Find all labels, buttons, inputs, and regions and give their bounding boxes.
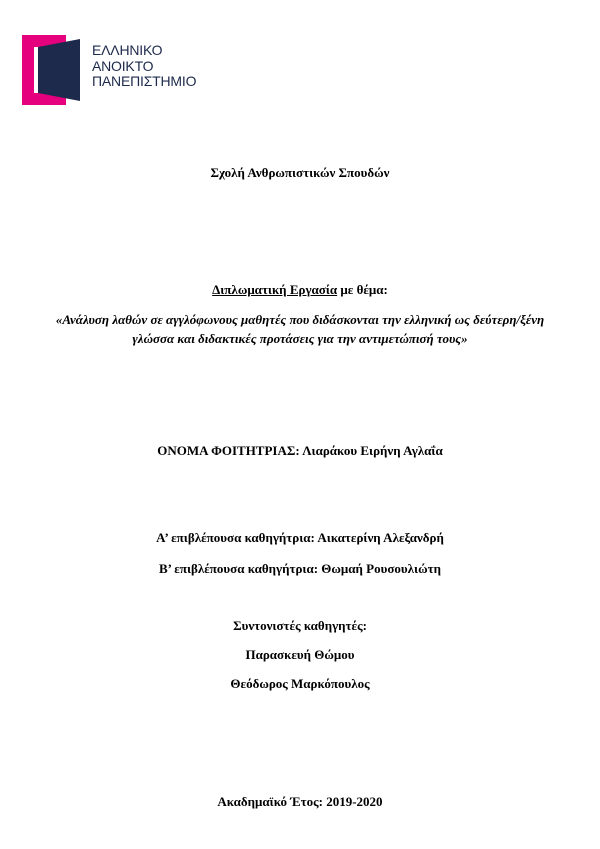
first-supervisor: Α’ επιβλέπουσα καθηγήτρια: Αικατερίνη Αλεξανδρή xyxy=(156,530,444,545)
coordinators-heading: Συντονιστές καθηγητές: xyxy=(233,618,367,633)
logo-line-1: ΕΛΛΗΝΙΚΟ xyxy=(92,42,163,58)
thesis-label-rest: με θέμα: xyxy=(337,282,388,297)
second-supervisor: Β’ επιβλέπουσα καθηγήτρια: Θωμαή Ρουσουλιώτη xyxy=(159,561,441,576)
eap-logo-icon xyxy=(22,35,86,105)
coordinator-name: Θεόδωρος Μαρκόπουλος xyxy=(230,676,370,691)
university-logo xyxy=(22,35,222,105)
academic-year: Ακαδημαϊκό Έτος: 2019-2020 xyxy=(217,794,383,809)
coordinator-name: Παρασκευή Θώμου xyxy=(245,647,355,662)
student-name: ΟΝΟΜΑ ΦΟΙΤΗΤΡΙΑΣ: Λιαράκου Ειρήνη Αγλαΐα xyxy=(157,443,443,458)
thesis-label: Διπλωματική Εργασία xyxy=(212,282,338,297)
logo-wordmark xyxy=(92,43,196,90)
school-name: Σχολή Ανθρωπιστικών Σπουδών xyxy=(210,165,390,180)
logo-line-3: ΠΑΝΕΠΙΣΤΗΜΙΟ xyxy=(92,73,197,89)
thesis-heading xyxy=(0,282,600,298)
thesis-title: «Ανάλυση λαθών σε αγγλόφωνους μαθητές που διδάσκονται την ελληνική ως δεύτερη/ξένη γλώσσα και διδακτικές προτάσεις για την αντιμετώπισή τους» xyxy=(55,312,545,346)
logo-line-2: ΑΝΟΙΚΤΟ xyxy=(92,57,154,74)
